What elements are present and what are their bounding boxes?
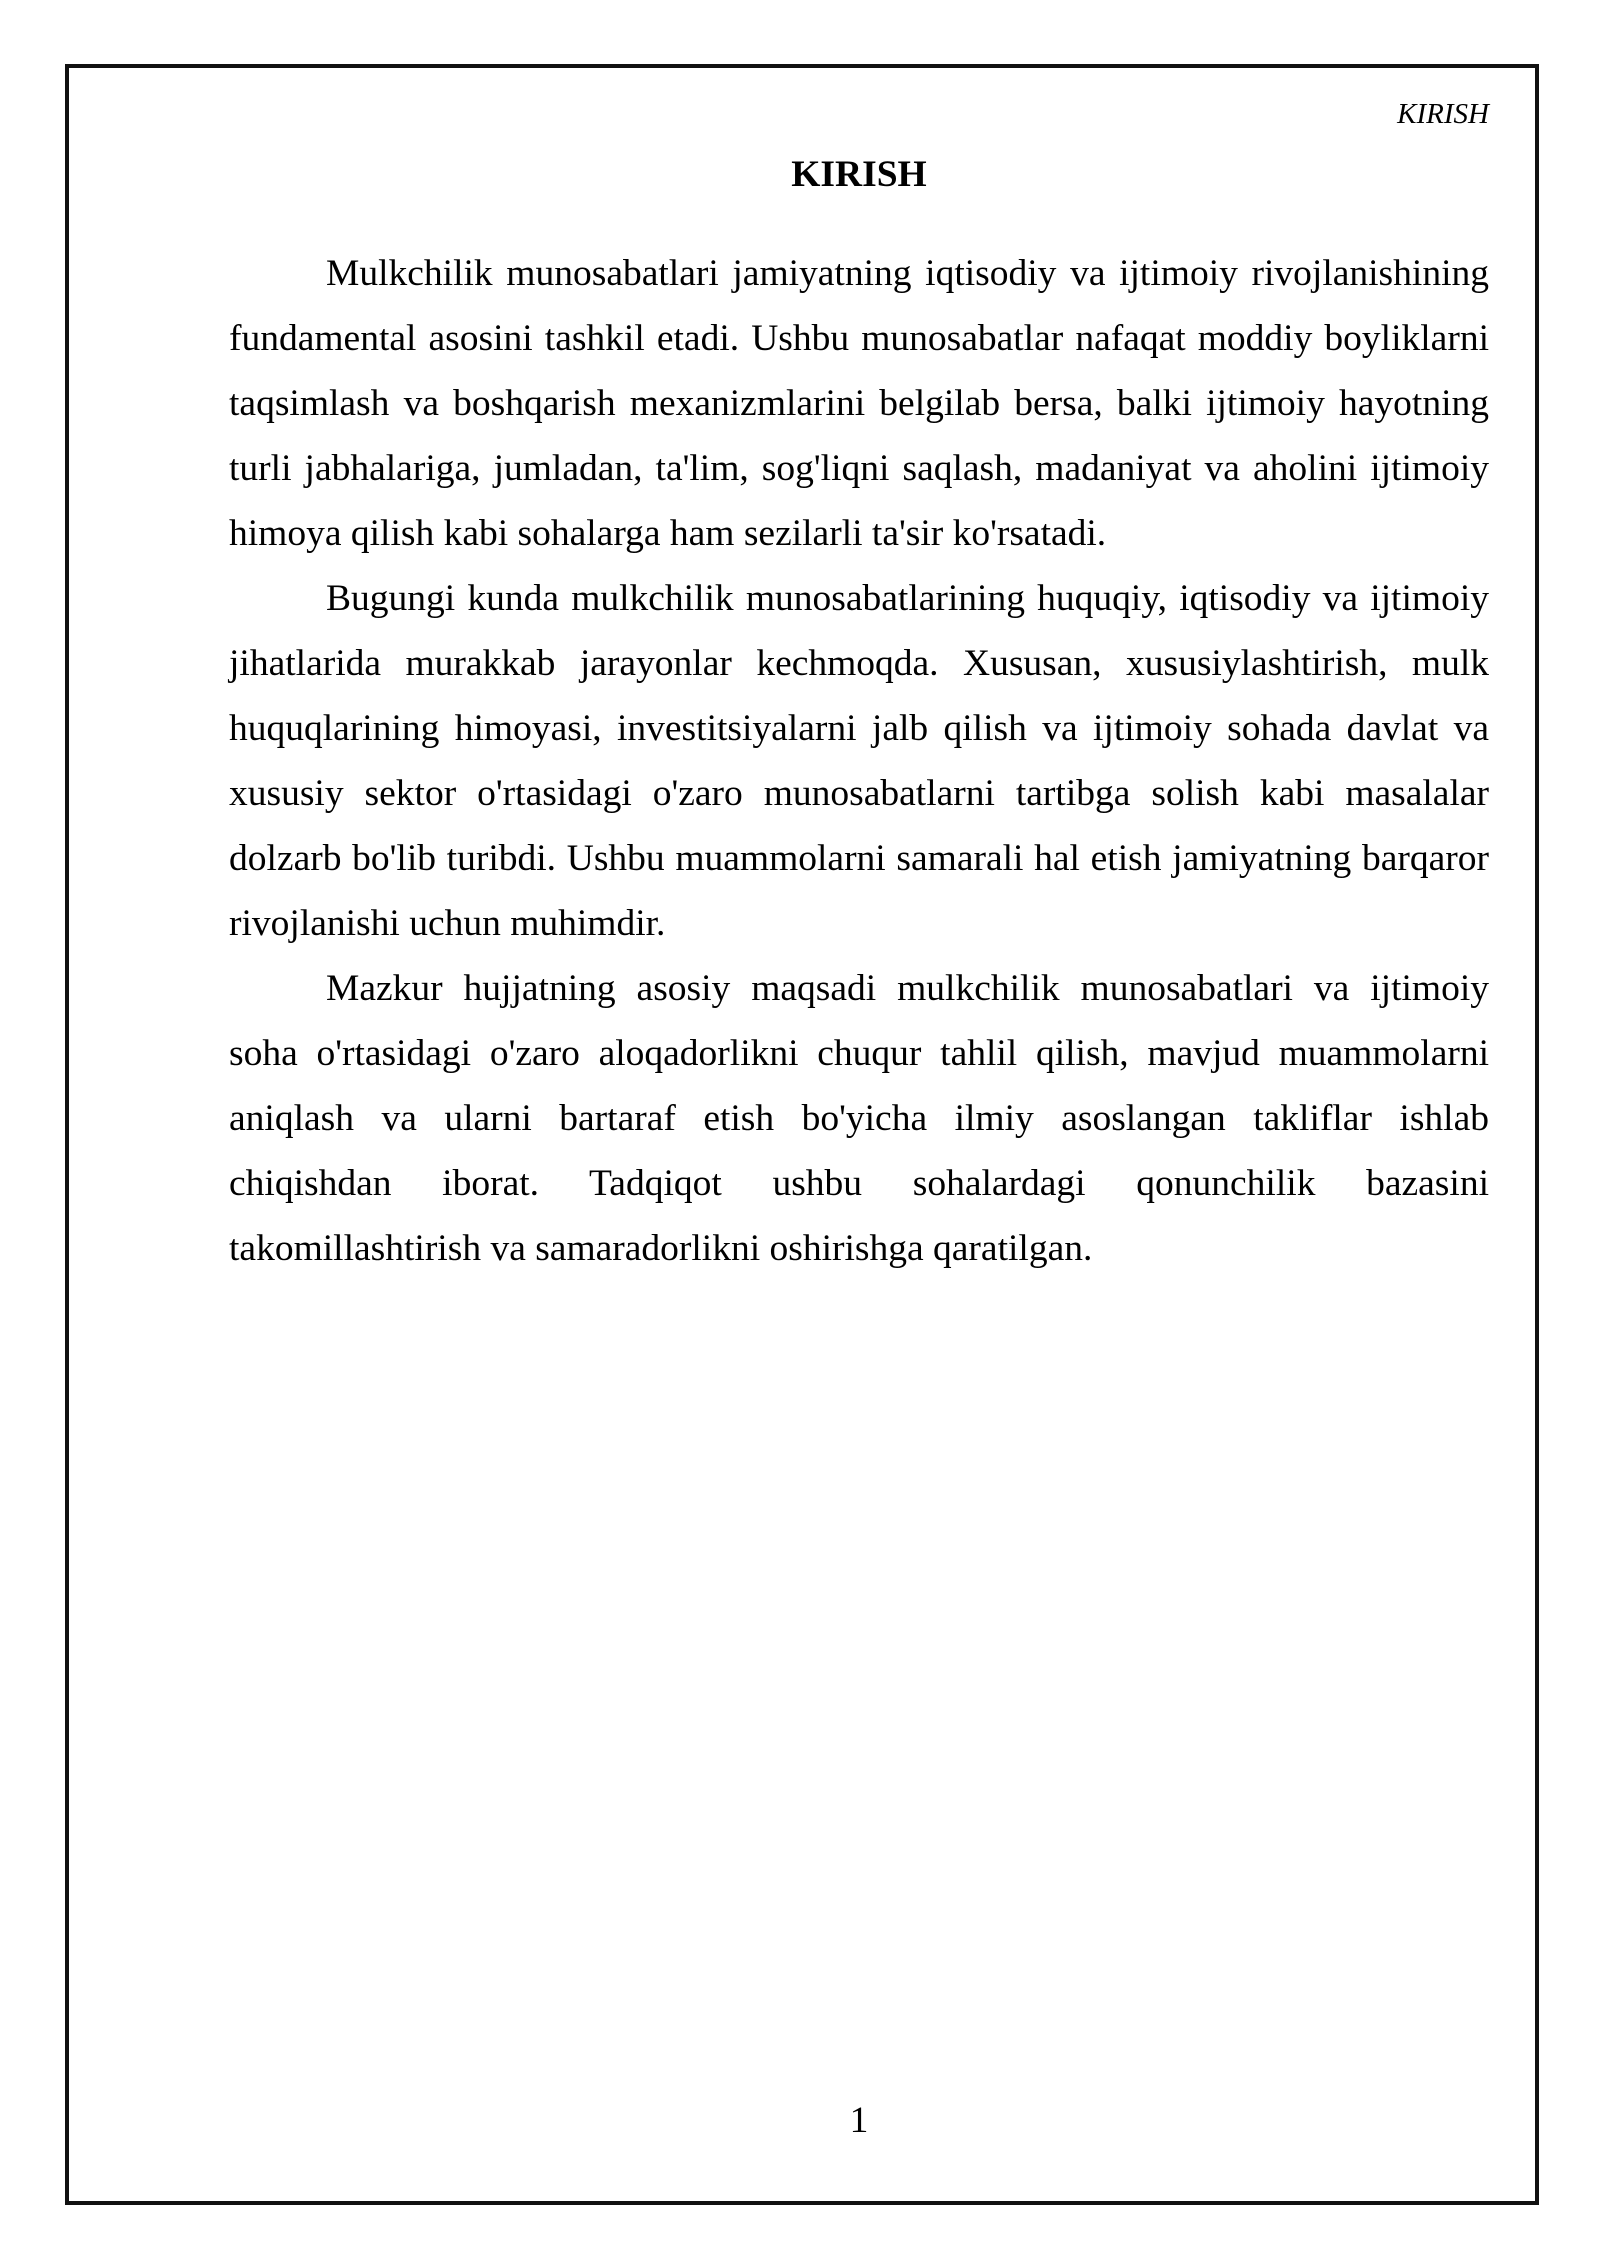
text-line: himoya qilish kabi sohalarga ham sezilarli ta'sir ko'rsatadi. [229,513,1107,554]
page-number: 1 [849,2100,869,2141]
text-line: chiqishdan iborat. Tadqiqot ushbu sohalardagi qonunchilik bazasini [229,1163,1489,1204]
text-line: soha o'rtasidagi o'zaro aloqadorlikni chuqur tahlil qilish, mavjud muammolarni [229,1033,1489,1074]
text-line: xususiy sektor o'rtasidagi o'zaro munosabatlarni tartibga solish kabi masalalar [229,773,1489,814]
text-line: Mazkur hujjatning asosiy maqsadi mulkchilik munosabatlari va ijtimoiy [326,968,1489,1009]
paragraph [229,566,1489,956]
text-line: rivojlanishi uchun muhimdir. [229,903,666,944]
text-line: turli jabhalariga, jumladan, ta'lim, sog'liqni saqlash, madaniyat va aholini ijtimoiy [229,448,1489,489]
page-title: KIRISH [791,154,927,195]
running-header: KIRISH [1397,98,1489,130]
paragraph [229,241,1489,566]
text-line: aniqlash va ularni bartaraf etish bo'yicha ilmiy asoslangan takliflar ishlab [229,1098,1489,1139]
text-line: dolzarb bo'lib turibdi. Ushbu muammolarni samarali hal etish jamiyatning barqaror [229,838,1489,879]
text-line: taqsimlash va boshqarish mexanizmlarini belgilab bersa, balki ijtimoiy hayotning [229,383,1489,424]
text-line: takomillashtirish va samaradorlikni oshirishga qaratilgan. [229,1228,1093,1269]
paragraph [229,956,1489,1281]
text-line: fundamental asosini tashkil etadi. Ushbu munosabatlar nafaqat moddiy boyliklarni [229,318,1489,359]
text-line: jihatlarida murakkab jarayonlar kechmoqda. Xususan, xususiylashtirish, mulk [229,643,1489,684]
text-line: Bugungi kunda mulkchilik munosabatlarining huquqiy, iqtisodiy va ijtimoiy [326,578,1489,619]
document-body [229,241,1489,1281]
text-line: Mulkchilik munosabatlari jamiyatning iqtisodiy va ijtimoiy rivojlanishining [326,253,1489,294]
text-line: huquqlarining himoyasi, investitsiyalarni jalb qilish va ijtimoiy sohada davlat va [229,708,1489,749]
